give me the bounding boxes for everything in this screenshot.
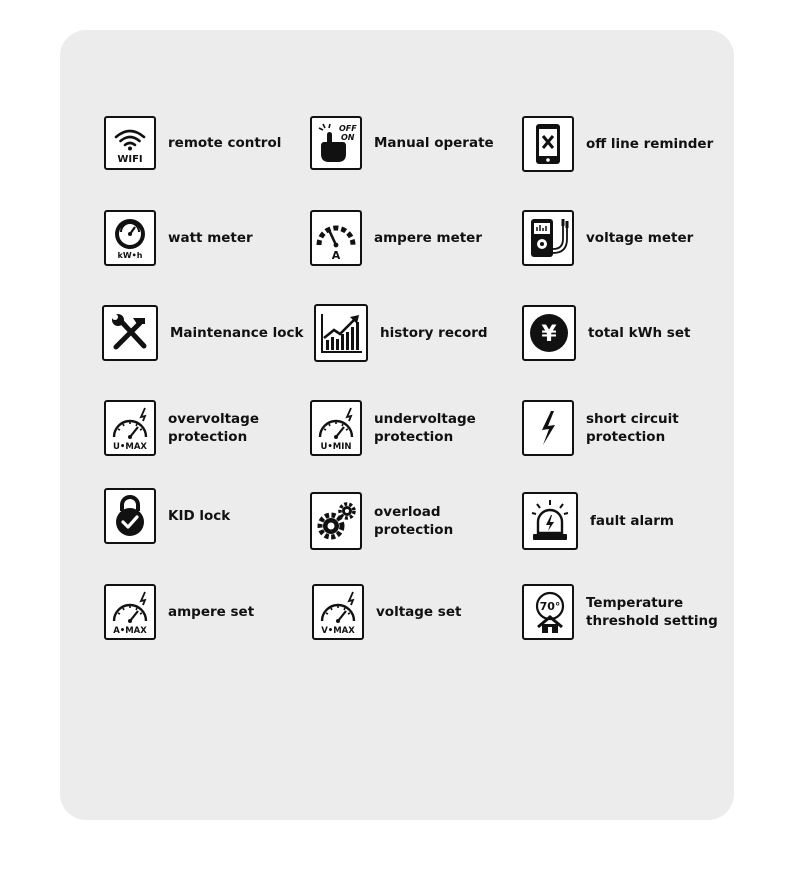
gauge-amax-icon [104,584,156,640]
feature-short-circuit-protection [522,400,679,456]
temperature-icon-text: 70° [539,600,561,613]
feature-label: off line reminder [586,136,714,152]
feature-label: voltage meter [586,230,694,246]
feature-label: Maintenance lock [170,325,304,341]
feature-label: ampere meter [374,230,482,246]
feature-overvoltage-protection [104,400,259,456]
feature-label: short circuit protection [586,411,679,445]
feature-fault-alarm [522,492,674,550]
feature-label: ampere set [168,604,255,620]
feature-overload-protection [310,492,453,550]
feature-kid-lock [104,488,230,544]
lightning-icon [522,400,574,456]
feature-voltage-set [312,584,461,640]
feature-label: remote control [168,135,282,151]
phone-offline-icon [522,116,574,172]
gauge-vmax-icon [312,584,364,640]
gauge-umin-icon-text: U•MIN [320,442,352,451]
feature-watt-meter [104,210,253,266]
yen-coin-icon-text: ¥ [541,322,557,347]
switch-on-text: ON [341,133,355,142]
feature-panel [60,30,734,820]
feature-total-kwh-set [522,305,690,361]
switch-off-text: OFF [339,124,357,133]
gauge-umax-icon [104,400,156,456]
feature-history-record [314,304,488,362]
feature-ampere-meter [310,210,482,266]
multimeter-icon [522,210,574,266]
chart-up-icon [314,304,368,362]
feature-label: total kWh set [588,325,691,341]
feature-remote-control [104,116,281,170]
feature-label: history record [380,325,488,341]
watt-meter-icon-text: kW•h [117,251,143,260]
wifi-icon [104,116,156,170]
yen-coin-icon [522,305,576,361]
gauge-vmax-icon-text: V•MAX [321,626,355,635]
feature-offline-reminder [522,116,713,172]
gauge-umax-icon-text: U•MAX [113,442,147,451]
gauge-amax-icon-text: A•MAX [113,626,147,635]
tools-icon [102,305,158,361]
alarm-light-icon [522,492,578,550]
feature-maintenance-lock [102,305,303,361]
watt-meter-icon [104,210,156,266]
feature-label: fault alarm [590,513,674,529]
feature-label: watt meter [168,230,253,246]
wifi-icon-text: WIFI [117,154,143,165]
feature-temperature-threshold [522,584,718,640]
gauge-umin-icon [310,400,362,456]
feature-undervoltage-protection [310,400,476,456]
feature-label: overload protection [374,504,454,538]
feature-label: Temperature threshold setting [586,595,718,629]
ampere-meter-icon [310,210,362,266]
feature-manual-operate [310,116,494,170]
feature-label: voltage set [376,604,462,620]
padlock-check-icon [104,488,156,544]
feature-label: undervoltage protection [374,411,476,445]
feature-label: Manual operate [374,135,494,151]
feature-ampere-set [104,584,254,640]
temperature-home-icon [522,584,574,640]
gears-icon [310,492,362,550]
ampere-meter-icon-text: A [331,249,341,261]
hand-switch-icon [310,116,362,170]
feature-label: KID lock [168,508,231,524]
feature-voltage-meter [522,210,693,266]
feature-label: overvoltage protection [168,411,259,445]
